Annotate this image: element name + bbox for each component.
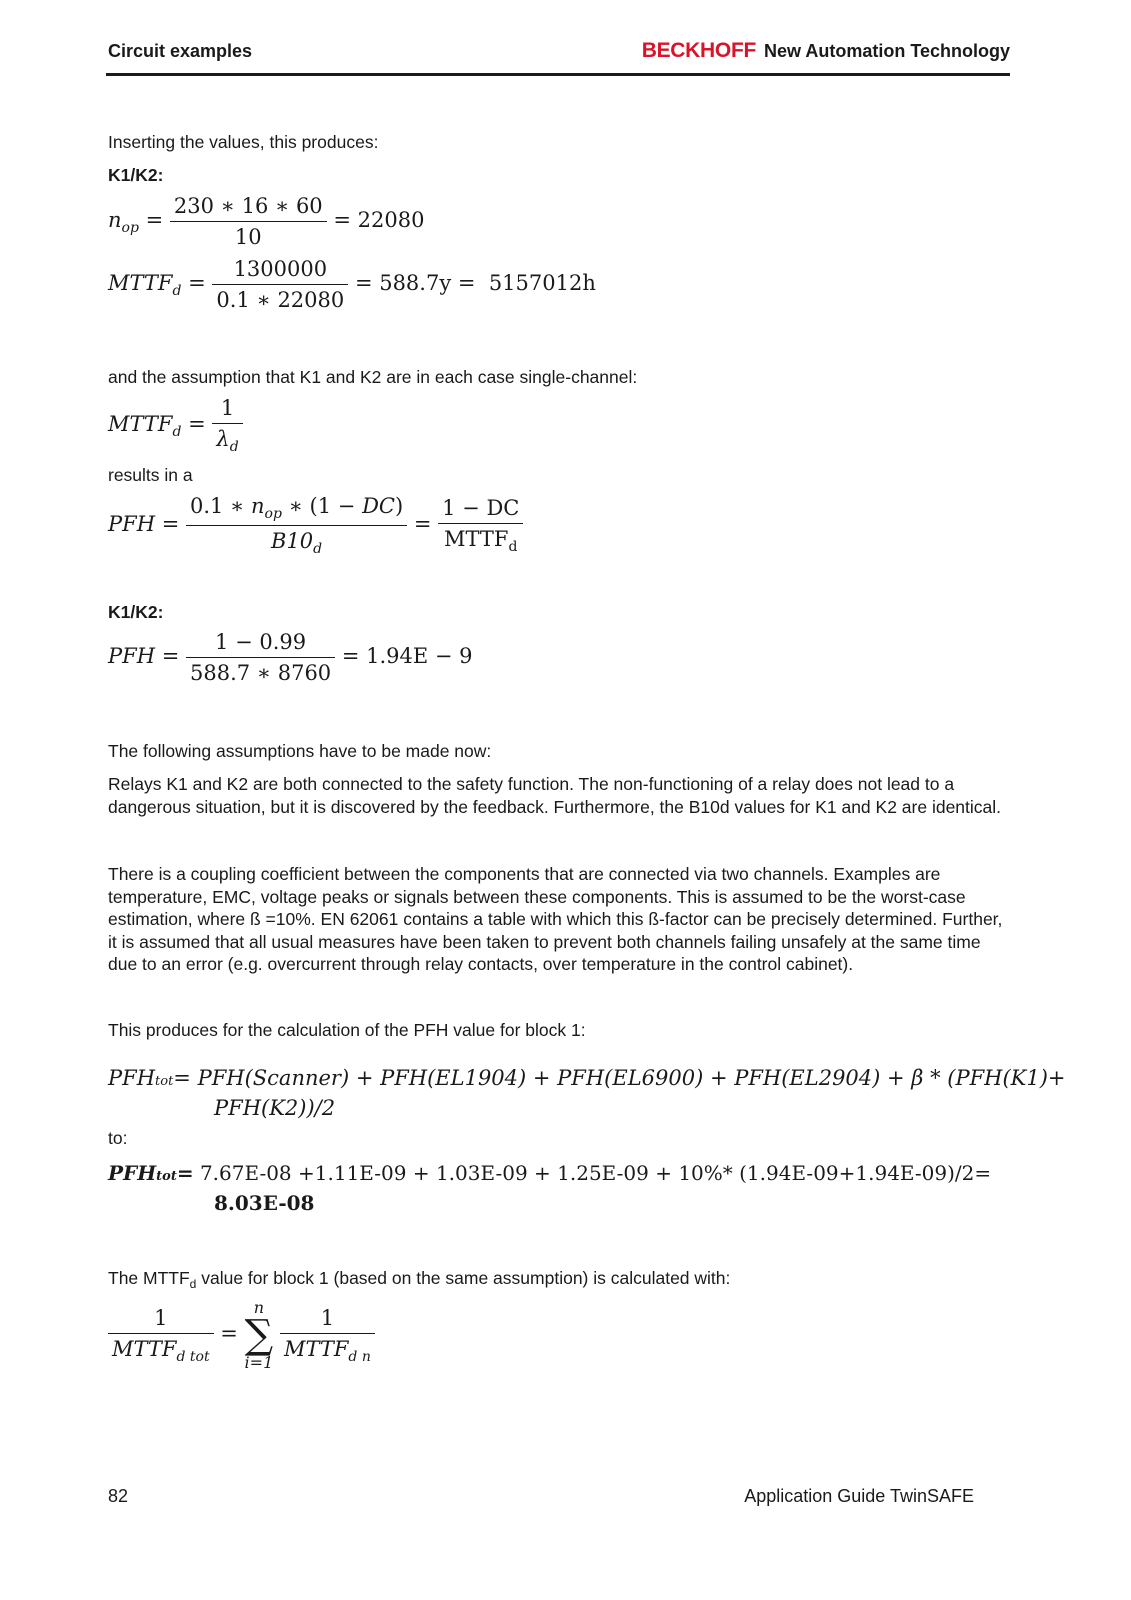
section-title: Circuit examples	[108, 41, 253, 61]
paragraph-coupling: There is a coupling coefficient between the components that are connected via two channels. Examples are temperature, EMC, voltage peaks or signals between these components. This is assumed to be the worst-case estimation, where ß =10%. EN 62061 contains a table with which this ß-factor can be precisely determined. Further, it is assumed that all usual measures have been taken to prevent both channels failing unsafely at the same time due to an error (e.g. overcurrent through relay contacts, over temperature in the control cabinet).	[108, 864, 1003, 974]
beckhoff-logo: BECKHOFF	[641, 39, 756, 62]
paragraph-relays: Relays K1 and K2 are both connected to the safety function. The non-functioning of a relay does not lead to a dangerous situation, but it is discovered by the feedback. Furthermore, the B10d values for K1 and K2 are identical.	[108, 774, 1002, 817]
equation-nop: $n_{op}$ = $\frac{230 ∗ 16 ∗ 60}{10}$ = 22080	[108, 194, 425, 249]
paragraph-insert: Inserting the values, this produces:	[108, 132, 379, 152]
paragraph-mttf-block: The $MTTF_d$ value for block 1 (based on the same assumption) is calculated with:	[108, 1268, 731, 1291]
equation-mttf: $MTTF_d$ = $\frac{1300000}{0.1 ∗ 22080}$ = 588.7y = 5157012h	[108, 257, 596, 312]
equation-mttf-sum: $\frac{1}{MTTF_{d tot}}$ = n ∑ i=1 $\frac{1}{MTTF_{d n}}$	[108, 1298, 375, 1372]
equation-lambda: $MTTF_d$ = $\frac{1}{\lambda_d}$	[108, 396, 243, 455]
equation-pfh-value: PFH = $\frac{1 - 0.99}{588.7 ∗ 8760}$ = 1.94E − 9	[108, 630, 473, 685]
header-rule	[106, 73, 1010, 76]
label-k1k2-2: K1/K2:	[108, 602, 164, 622]
page-number: 82	[108, 1486, 129, 1506]
label-k1k2-1: K1/K2:	[108, 165, 164, 185]
document-title: Application Guide TwinSAFE	[744, 1486, 974, 1506]
brand-tagline: New Automation Technology	[764, 41, 1010, 61]
paragraph-produces: This produces for the calculation of the PFH value for block 1:	[108, 1020, 586, 1040]
paragraph-assumption: and the assumption that K1 and K2 are in each case single-channel:	[108, 367, 638, 387]
paragraph-results: results in a	[108, 465, 193, 485]
brand-header	[642, 39, 1010, 63]
equation-pfh: PFH = $\frac{0.1 ∗ n_{op} ∗ (1 - DC)}{B10_d}$ = $\frac{1 - DC}{MTTF_d}$	[108, 494, 523, 557]
formula-pfh-tot: PFHtot= PFH(Scanner) + PFH(EL1904) + PFH(EL6900) + PFH(EL2904) + β * (PFH(K1)+ PFH(K2))/2	[108, 1066, 1066, 1120]
paragraph-to: to:	[108, 1128, 128, 1148]
paragraph-following: The following assumptions have to be made now:	[108, 741, 492, 761]
formula-pfh-value: PFHtot= 7.67E-08 +1.11E-09 + 1.03E-09 + 1.25E-09 + 10%* (1.94E-09+1.94E-09)/2= 8.03E-08	[108, 1161, 992, 1215]
